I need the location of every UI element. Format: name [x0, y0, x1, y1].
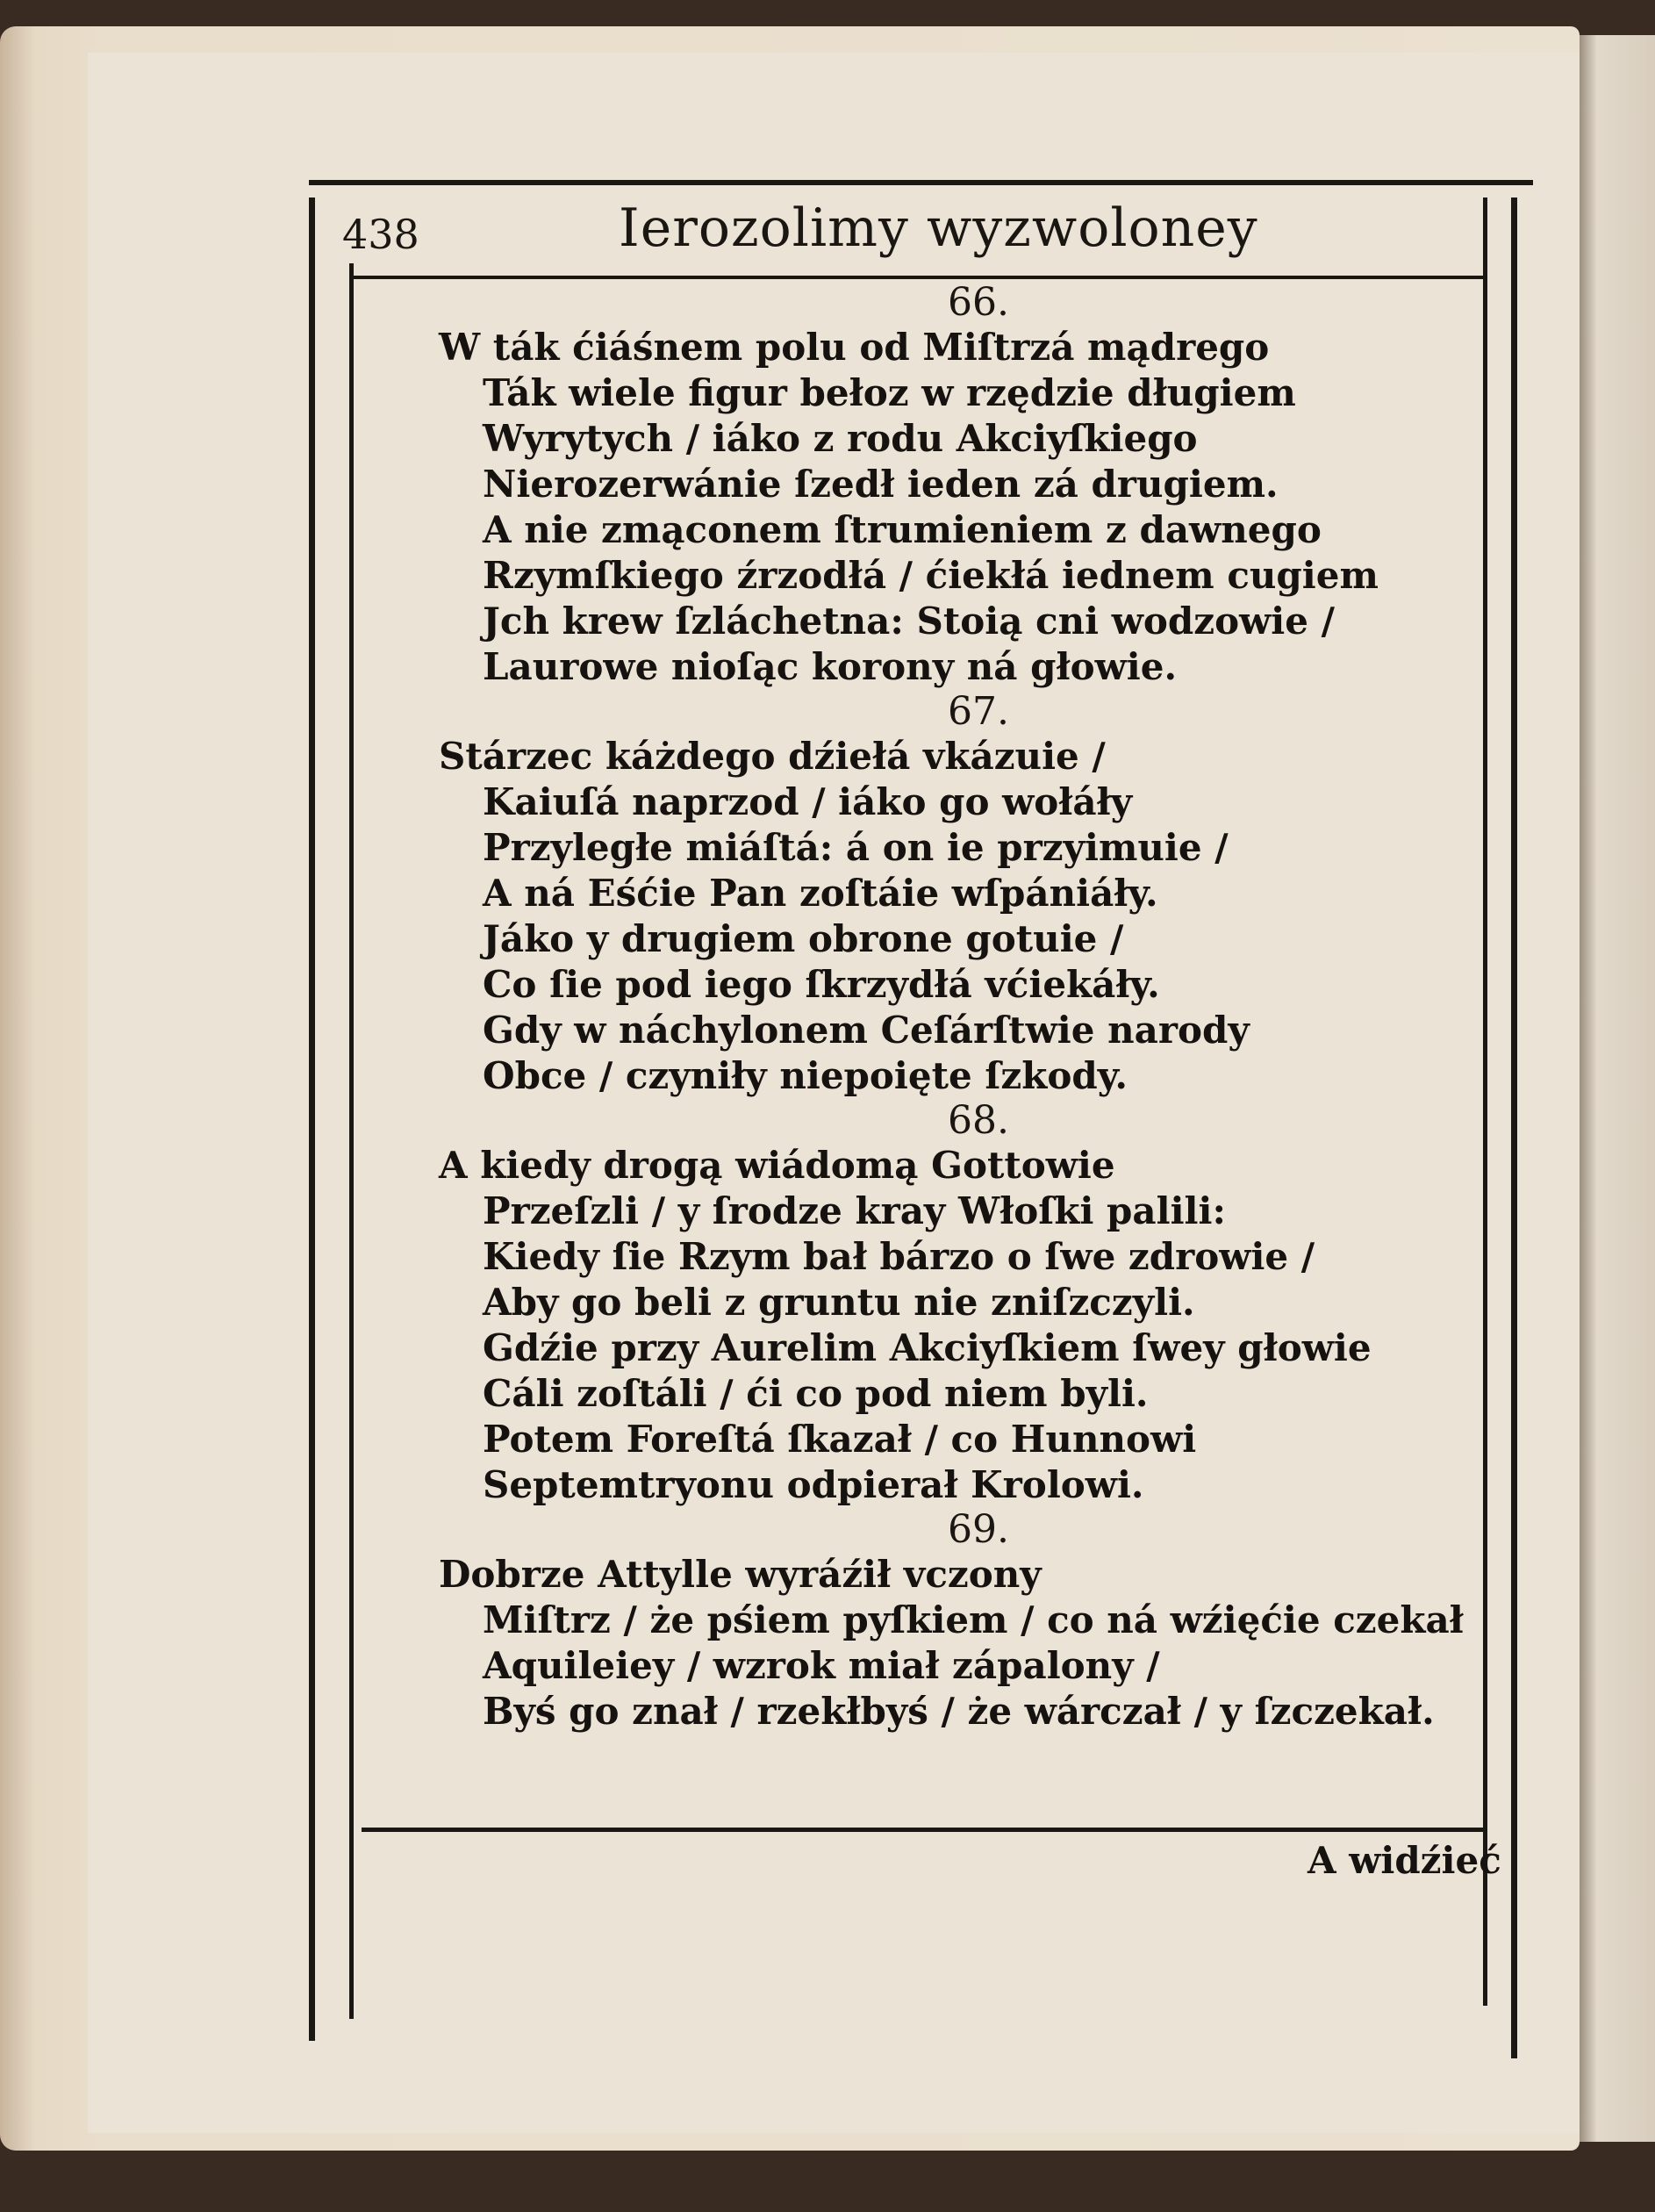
verse-line: Przyległe miáſtá: á on ie przyimuie /	[483, 826, 1229, 869]
stanza-number: 66.	[948, 280, 1009, 325]
verse-line: Wyrytych / iáko z rodu Akciyſkiego	[483, 417, 1198, 460]
verse-line: Kiedy ſie Rzym bał bárzo o ſwe zdrowie /	[483, 1235, 1315, 1278]
frame-rule-left-inner	[349, 263, 354, 2019]
verse-line: A nie zmąconem ſtrumieniem z dawnego	[483, 508, 1322, 551]
verse-line: Laurowe nioſąc korony ná głowie.	[483, 645, 1178, 688]
stanza-number: 67.	[948, 689, 1009, 734]
verse-line: Aquileiey / wzrok miał zápalony /	[483, 1644, 1160, 1687]
verse-line: Obce / czyniły niepoięte ſzkody.	[483, 1054, 1128, 1097]
verse-line: Nierozerwánie ſzedł ieden zá drugiem.	[483, 463, 1279, 506]
verse-line: Jch krew ſzláchetna: Stoią cni wodzowie /	[483, 600, 1335, 643]
verse-line: Byś go znał / rzekłbyś / że wárczał / y ſzczekał.	[483, 1690, 1435, 1733]
verse-line: Cáli zoſtáli / ći co pod niem byli.	[483, 1372, 1149, 1415]
facing-page-edge	[1580, 35, 1655, 2142]
verse-line: Jáko y drugiem obrone gotuie /	[483, 917, 1124, 960]
footer-rule	[362, 1828, 1485, 1832]
verse-line: Kaiuſá naprzod / iáko go wołáły	[483, 780, 1133, 823]
verse-line: W ták ćiáśnem polu od Miſtrzá mądrego	[439, 326, 1270, 369]
verse-line: Dobrze Attylle wyráźił vczony	[439, 1553, 1042, 1596]
verse-line: Gdy w náchylonem Ceſárſtwie narody	[483, 1009, 1250, 1052]
verse-line: Miſtrz / że pśiem pyſkiem / co ná wźięćie czekał	[483, 1598, 1464, 1641]
verse-line: Stárzec káżdego dźiełá vkázuie /	[439, 735, 1106, 778]
verse-line: Aby go beli z gruntu nie zniſzczyli.	[483, 1281, 1195, 1324]
stanza-number: 68.	[948, 1098, 1009, 1143]
page-number: 438	[342, 211, 419, 258]
stanza	[439, 1099, 1465, 1508]
verse-line: Potem Foreſtá ſkazał / co Hunnowi	[483, 1418, 1197, 1461]
frame-rule-left-outer	[309, 198, 315, 2041]
frame-rule-right-inner	[1483, 198, 1487, 2006]
running-title: Ierozolimy wyzwoloney	[619, 198, 1258, 259]
stanza-number: 69.	[948, 1507, 1009, 1552]
frame-rule-top	[309, 180, 1533, 185]
catchword: A widźieć	[1308, 1839, 1501, 1882]
frame-rule-right-outer	[1511, 198, 1517, 2058]
verse-line: A ná Eśćie Pan zoſtáie wſpániáły.	[483, 872, 1158, 915]
verse-line: A kiedy drogą wiádomą Gottowie	[439, 1144, 1115, 1187]
stanza	[439, 690, 1465, 1099]
stanza	[439, 1508, 1465, 1734]
page-header	[342, 198, 1483, 276]
verse-line: Rzymſkiego źrzodłá / ćiekłá iednem cugiem	[483, 554, 1379, 597]
verse-line: Co ſie pod iego ſkrzydłá vćiekáły.	[483, 963, 1160, 1006]
verse-line: Septemtryonu odpierał Krolowi.	[483, 1463, 1144, 1506]
verse-line: Gdźie przy Aurelim Akciyſkiem ſwey głowie	[483, 1326, 1372, 1369]
verse-line: Przeſzli / y ſrodze kray Włoſki palili:	[483, 1189, 1226, 1232]
stanza	[439, 281, 1465, 690]
poem-text	[439, 281, 1465, 1734]
verse-line: Ták wiele figur bełoz w rzędzie długiem	[483, 371, 1296, 414]
